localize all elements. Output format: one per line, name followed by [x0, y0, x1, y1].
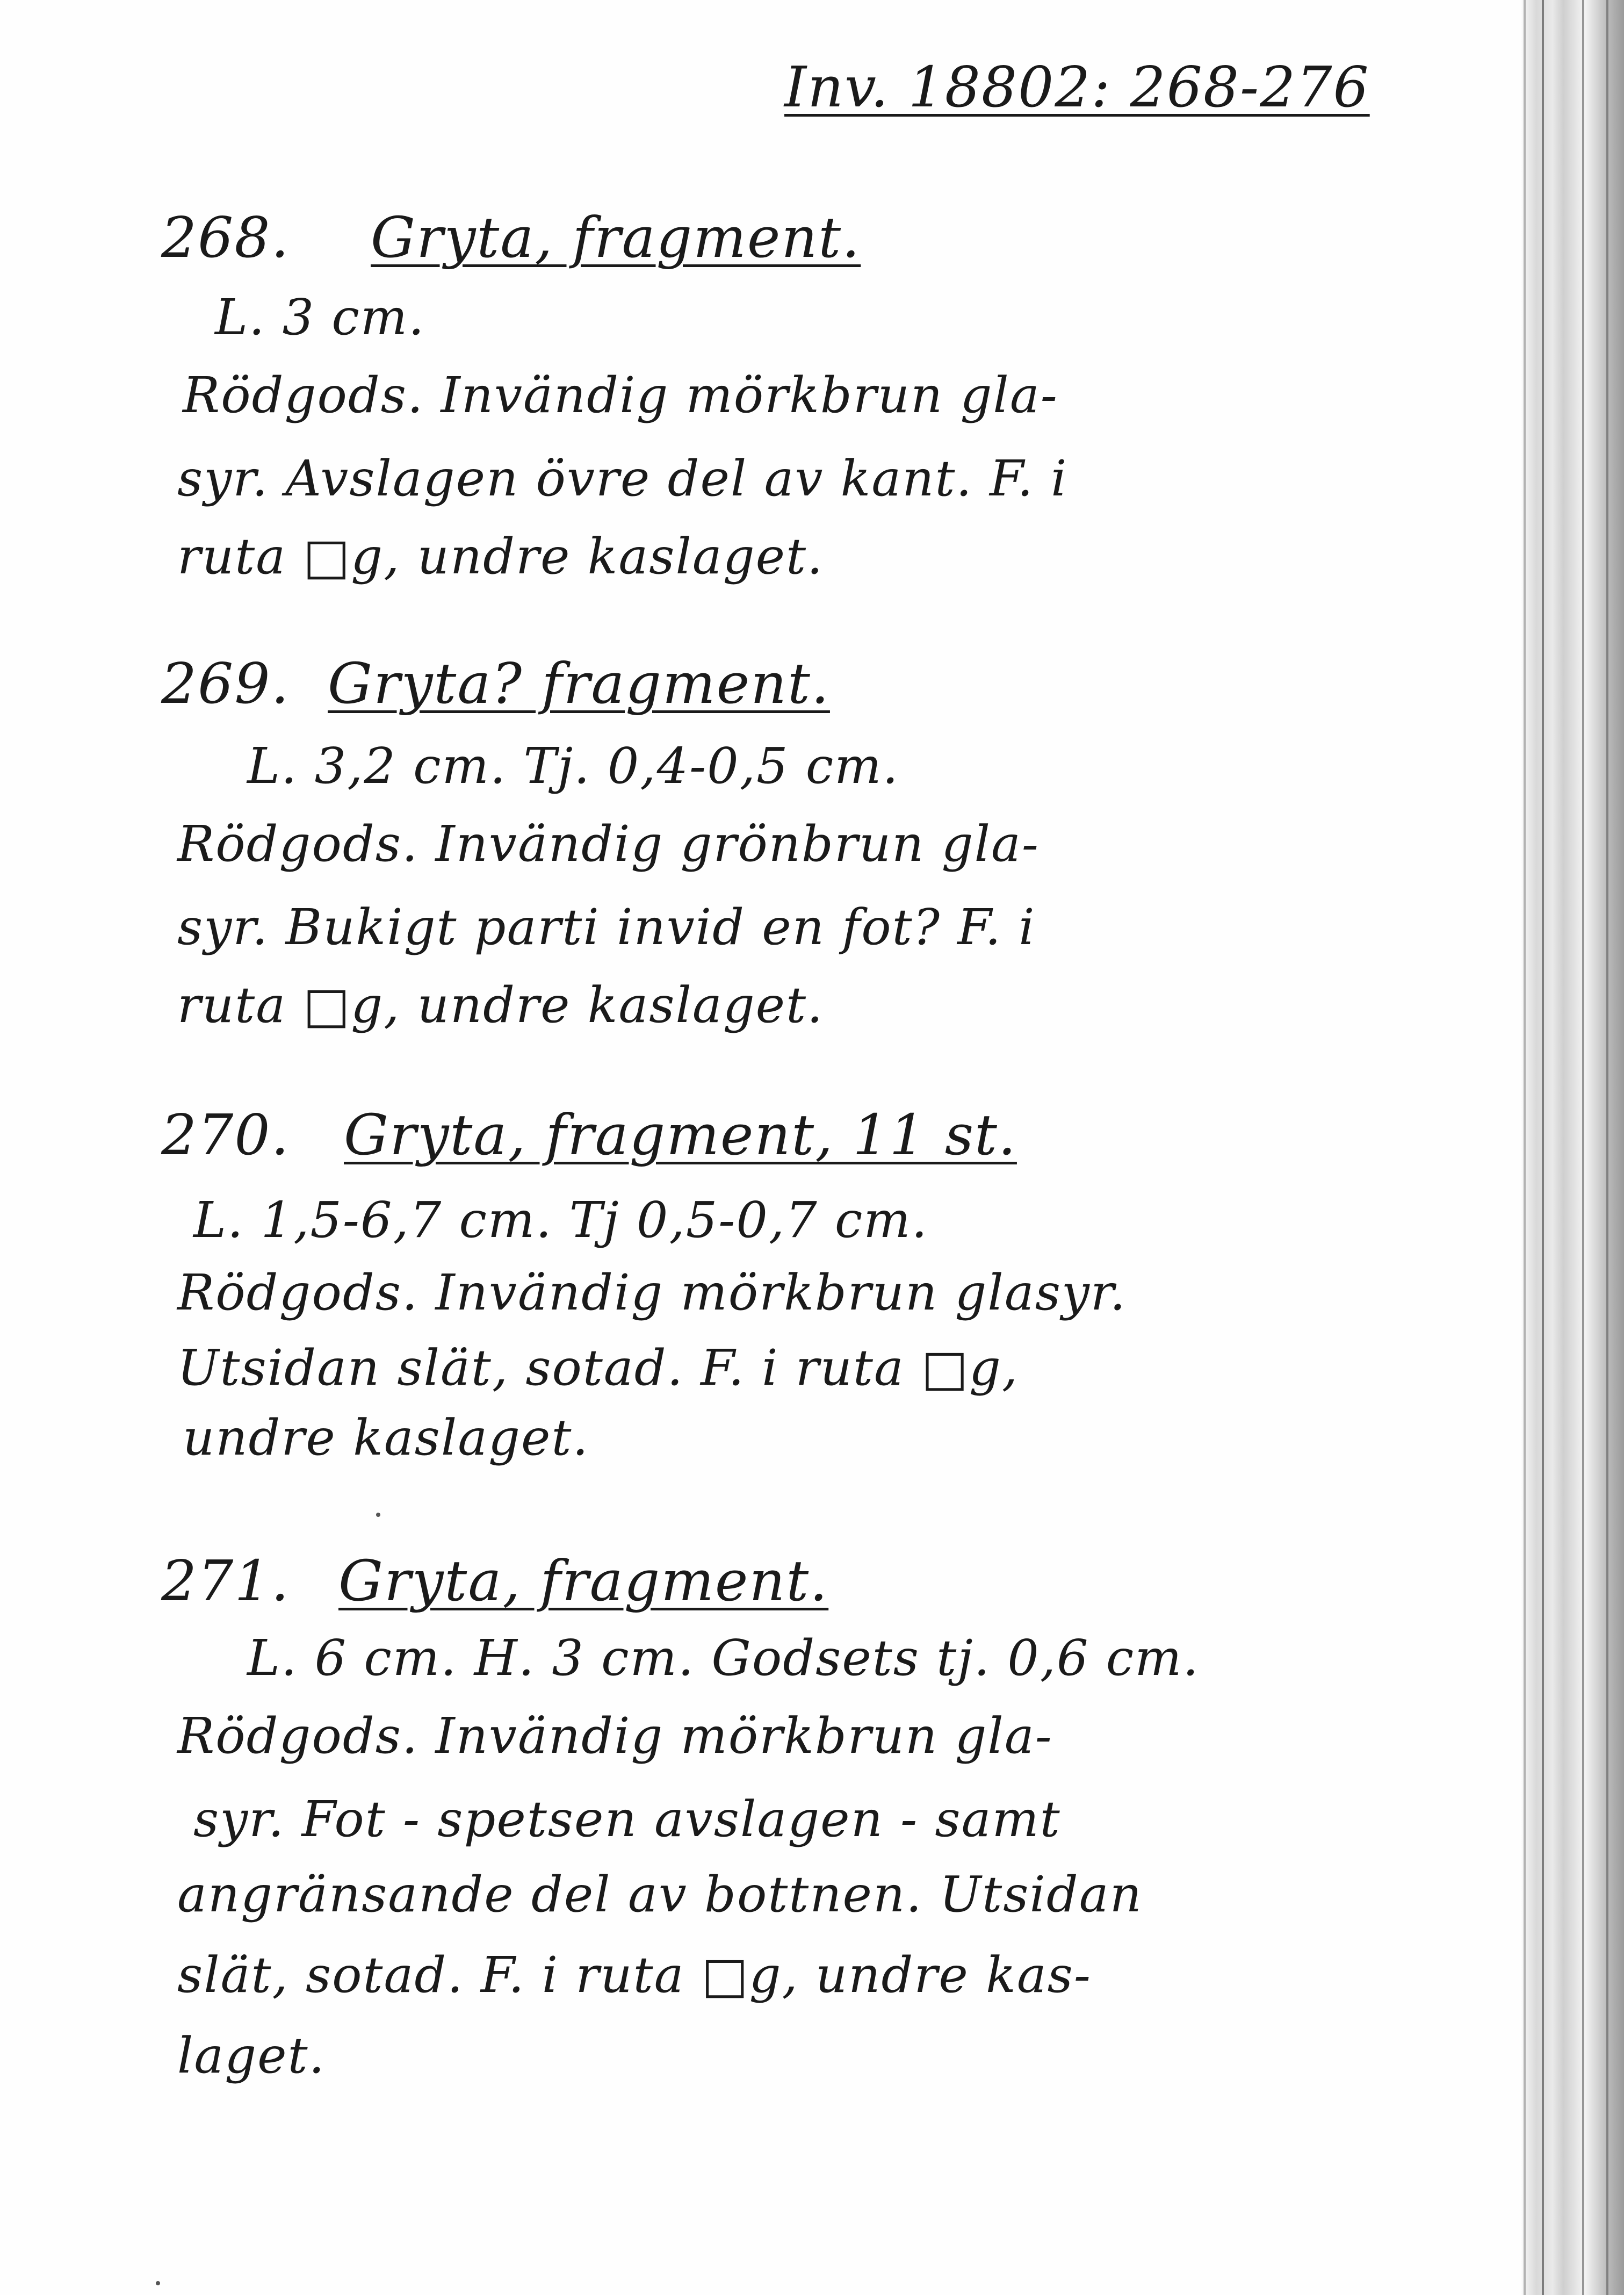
entry-line: L. 6 cm. H. 3 cm. Godsets tj. 0,6 cm. — [247, 1629, 1200, 1687]
entry-title: Gryta, fragment. — [338, 1548, 829, 1614]
entry-line: L. 3 cm. — [215, 289, 425, 346]
entry-line: Rödgods. Invändig grönbrun gla- — [177, 815, 1040, 873]
entry-number: 270. — [161, 1102, 290, 1168]
scan-speck — [156, 2281, 160, 2285]
entry-line: laget. — [177, 2027, 326, 2084]
entry-number: 269. — [161, 651, 290, 716]
entry-line: ruta □g, undre kaslaget. — [177, 976, 824, 1034]
entry-number: 271. — [161, 1548, 290, 1614]
inventory-header: Inv. 18802: 268-276 — [784, 54, 1370, 120]
entry-title: Gryta? fragment. — [328, 651, 830, 716]
entry-line: slät, sotad. F. i ruta □g, undre kas- — [177, 1946, 1092, 2004]
entry-line: Rödgods. Invändig mörkbrun gla- — [183, 366, 1058, 424]
entry-line: ruta □g, undre kaslaget. — [177, 528, 824, 585]
entry-line: L. 1,5-6,7 cm. Tj 0,5-0,7 cm. — [193, 1191, 928, 1249]
entry-line: Utsidan slät, sotad. F. i ruta □g, — [177, 1339, 1019, 1397]
binding-line — [1524, 0, 1526, 2295]
entry-line: Rödgods. Invändig mörkbrun gla- — [177, 1707, 1053, 1765]
entry-title: Gryta, fragment, 11 st. — [344, 1102, 1017, 1168]
entry-line: Rödgods. Invändig mörkbrun glasyr. — [177, 1264, 1127, 1321]
entry-number: 268. — [161, 205, 290, 270]
binding-line — [1606, 0, 1608, 2295]
binding-line — [1542, 0, 1544, 2295]
scan-speck — [376, 1513, 380, 1517]
page-binding-edge — [1520, 0, 1624, 2295]
entry-title: Gryta, fragment. — [371, 205, 861, 270]
entry-line: syr. Bukigt parti invid en fot? F. i — [177, 898, 1036, 956]
entry-line: angränsande del av bottnen. Utsidan — [177, 1866, 1143, 1923]
entry-line: L. 3,2 cm. Tj. 0,4-0,5 cm. — [247, 737, 899, 795]
entry-line: undre kaslaget. — [183, 1409, 589, 1466]
binding-line — [1582, 0, 1584, 2295]
entry-line: syr. Avslagen övre del av kant. F. i — [177, 450, 1068, 507]
entry-line: syr. Fot - spetsen avslagen - samt — [193, 1790, 1061, 1848]
